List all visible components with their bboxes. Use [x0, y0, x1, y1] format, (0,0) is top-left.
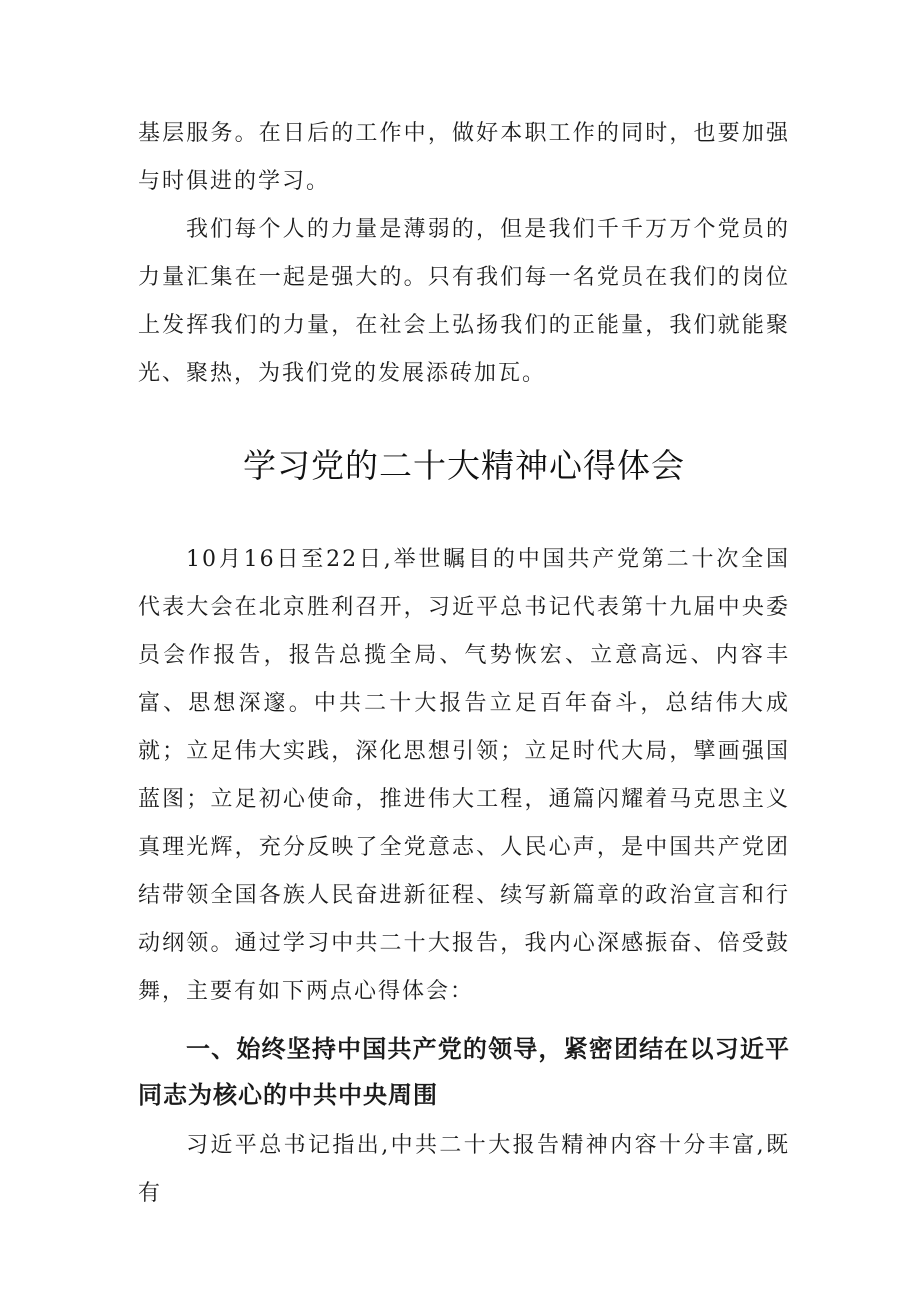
paragraph-continuation: 基层服务。在日后的工作中，做好本职工作的同时，也要加强与时俱进的学习。 [138, 121, 790, 194]
paragraph-party-strength: 我们每个人的力量是薄弱的，但是我们千千万万个党员的力量汇集在一起是强大的。只有我们每一名党员在我们的岗位上发挥我们的力量，在社会上弘扬我们的正能量，我们就能聚光、聚热，为我们党的发展添砖加瓦。 [138, 217, 790, 386]
document-title: 学习党的二十大精神心得体会 [243, 446, 685, 485]
document-page [138, 110, 790, 1218]
paragraph-intro: 10月16日至22日,举世瞩目的中国共产党第二十次全国代表大会在北京胜利召开，习近平总书记代表第十九届中央委员会作报告，报告总揽全局、气势恢宏、立意高远、内容丰富、思想深邃。中共二十大报告立足百年奋斗，总结伟大成就；立足伟大实践，深化思想引领；立足时代大局，擘画强国蓝图；立足初心使命，推进伟大工程，通篇闪耀着马克思主义真理光辉，充分反映了全党意志、人民心声，是中国共产党团结带领全国各族人民奋进新征程、续写新篇章的政治宣言和行动纲领。通过学习中共二十大报告，我内心深感振奋、倍受鼓舞，主要有如下两点心得体会： [138, 547, 790, 1004]
section-heading-one: 一、始终坚持中国共产党的领导，紧密团结在以习近平同志为核心的中共中央周围 [138, 1035, 790, 1109]
paragraph-section-one: 习近平总书记指出,中共二十大报告精神内容十分丰富,既有 [138, 1133, 790, 1206]
